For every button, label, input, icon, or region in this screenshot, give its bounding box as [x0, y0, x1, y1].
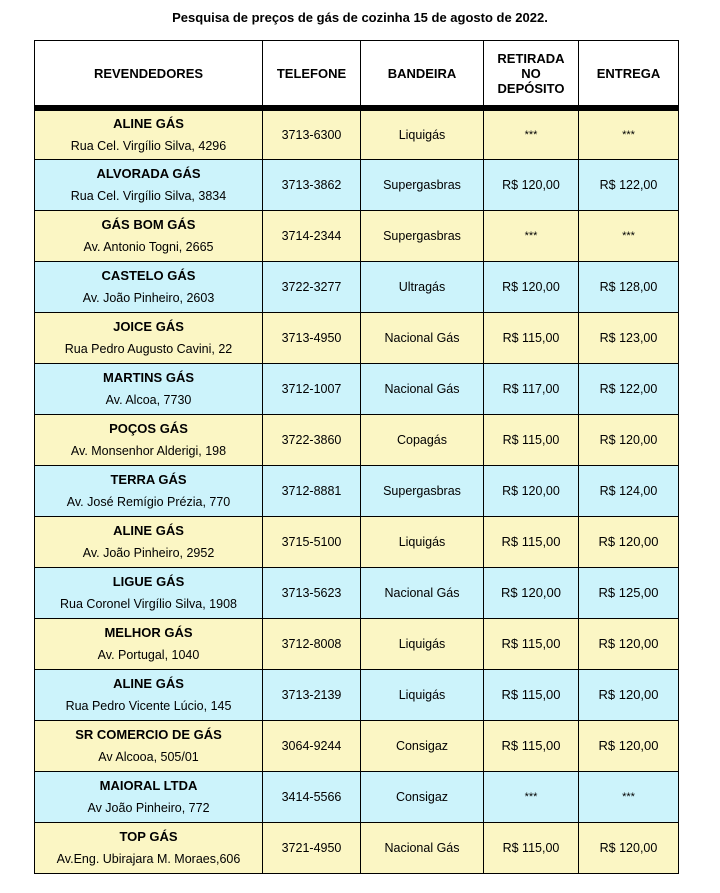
- cell-revendedor: [35, 516, 263, 567]
- cell-retirada: R$ 115,00: [484, 822, 579, 873]
- cell-retirada: R$ 115,00: [484, 618, 579, 669]
- cell-revendedor: [35, 669, 263, 720]
- cell-telefone: 3713-5623: [263, 567, 361, 618]
- cell-entrega: R$ 120,00: [579, 669, 679, 720]
- cell-entrega: ***: [579, 210, 679, 261]
- cell-bandeira: Ultragás: [361, 261, 484, 312]
- table-row: [35, 771, 679, 822]
- cell-entrega: R$ 128,00: [579, 261, 679, 312]
- cell-retirada: ***: [484, 210, 579, 261]
- cell-revendedor: [35, 618, 263, 669]
- table-row: [35, 516, 679, 567]
- header-retirada: [484, 41, 579, 109]
- cell-telefone: 3713-3862: [263, 159, 361, 210]
- reseller-name: ALINE GÁS: [113, 523, 184, 538]
- table-row: [35, 465, 679, 516]
- cell-telefone: 3712-8008: [263, 618, 361, 669]
- cell-entrega: R$ 124,00: [579, 465, 679, 516]
- table-row: [35, 720, 679, 771]
- cell-retirada: R$ 120,00: [484, 159, 579, 210]
- cell-bandeira: Consigaz: [361, 771, 484, 822]
- table-row: [35, 618, 679, 669]
- table-header-row: [35, 41, 679, 109]
- cell-bandeira: Liquigás: [361, 618, 484, 669]
- cell-entrega: ***: [579, 108, 679, 159]
- cell-telefone: 3712-8881: [263, 465, 361, 516]
- reseller-name: TERRA GÁS: [110, 472, 187, 487]
- cell-telefone: 3712-1007: [263, 363, 361, 414]
- cell-bandeira: Liquigás: [361, 669, 484, 720]
- header-telefone: TELEFONE: [263, 41, 361, 109]
- cell-retirada: ***: [484, 108, 579, 159]
- reseller-address: Av João Pinheiro, 772: [87, 801, 210, 815]
- table-row: [35, 261, 679, 312]
- cell-bandeira: Supergasbras: [361, 159, 484, 210]
- reseller-name: ALINE GÁS: [113, 116, 184, 132]
- cell-revendedor: [35, 108, 263, 159]
- cell-revendedor: [35, 159, 263, 210]
- reseller-name: MAIORAL LTDA: [99, 778, 198, 793]
- table-row: [35, 567, 679, 618]
- cell-bandeira: Copagás: [361, 414, 484, 465]
- reseller-address: Rua Cel. Virgílio Silva, 4296: [70, 139, 227, 154]
- cell-telefone: 3715-5100: [263, 516, 361, 567]
- cell-bandeira: Nacional Gás: [361, 822, 484, 873]
- reseller-name: GÁS BOM GÁS: [101, 217, 196, 232]
- header-retirada-line3: DEPÓSITO: [497, 80, 565, 96]
- reseller-name: POÇOS GÁS: [109, 421, 188, 436]
- cell-retirada: R$ 117,00: [484, 363, 579, 414]
- cell-bandeira: Nacional Gás: [361, 567, 484, 618]
- reseller-address: Av Alcooa, 505/01: [98, 750, 199, 764]
- cell-revendedor: [35, 720, 263, 771]
- cell-telefone: 3414-5566: [263, 771, 361, 822]
- cell-retirada: R$ 120,00: [484, 567, 579, 618]
- cell-bandeira: Supergasbras: [361, 210, 484, 261]
- cell-revendedor: [35, 771, 263, 822]
- cell-telefone: 3722-3277: [263, 261, 361, 312]
- cell-bandeira: Nacional Gás: [361, 363, 484, 414]
- cell-retirada: R$ 120,00: [484, 261, 579, 312]
- cell-entrega: R$ 122,00: [579, 159, 679, 210]
- cell-telefone: 3714-2344: [263, 210, 361, 261]
- reseller-address: Rua Pedro Augusto Cavini, 22: [64, 342, 233, 356]
- gas-price-table: [34, 40, 679, 874]
- header-retirada-line1: RETIRADA: [497, 50, 565, 66]
- cell-revendedor: [35, 312, 263, 363]
- reseller-address: Av. João Pinheiro, 2603: [82, 291, 215, 305]
- cell-telefone: 3064-9244: [263, 720, 361, 771]
- table-row: [35, 159, 679, 210]
- cell-entrega: R$ 120,00: [579, 516, 679, 567]
- cell-retirada: R$ 115,00: [484, 516, 579, 567]
- cell-revendedor: [35, 822, 263, 873]
- cell-revendedor: [35, 414, 263, 465]
- cell-revendedor: [35, 363, 263, 414]
- cell-bandeira: Supergasbras: [361, 465, 484, 516]
- reseller-address: Av. Antonio Togni, 2665: [83, 240, 214, 254]
- cell-telefone: 3713-2139: [263, 669, 361, 720]
- table-row: [35, 363, 679, 414]
- header-retirada-line2: NO: [521, 65, 541, 81]
- table-row: [35, 822, 679, 873]
- cell-revendedor: [35, 465, 263, 516]
- table-row: [35, 108, 679, 159]
- reseller-address: Av. Alcoa, 7730: [105, 393, 192, 407]
- cell-retirada: ***: [484, 771, 579, 822]
- page-title: Pesquisa de preços de gás de cozinha 15 de agosto de 2022.: [172, 10, 548, 25]
- cell-retirada: R$ 115,00: [484, 720, 579, 771]
- reseller-name: ALINE GÁS: [113, 676, 184, 691]
- reseller-address: Av. Monsenhor Alderigi, 198: [70, 444, 227, 458]
- reseller-address: Av.Eng. Ubirajara M. Moraes,606: [56, 852, 241, 866]
- cell-retirada: R$ 120,00: [484, 465, 579, 516]
- cell-telefone: 3713-4950: [263, 312, 361, 363]
- cell-revendedor: [35, 261, 263, 312]
- cell-retirada: R$ 115,00: [484, 312, 579, 363]
- cell-retirada: R$ 115,00: [484, 414, 579, 465]
- cell-bandeira: Consigaz: [361, 720, 484, 771]
- header-revendedores: REVENDEDORES: [35, 41, 263, 109]
- cell-retirada: R$ 115,00: [484, 669, 579, 720]
- reseller-address: Rua Coronel Virgílio Silva, 1908: [60, 597, 237, 611]
- header-entrega: ENTREGA: [579, 41, 679, 109]
- reseller-address: Av. Portugal, 1040: [97, 648, 200, 662]
- cell-entrega: R$ 120,00: [579, 414, 679, 465]
- table-row: [35, 414, 679, 465]
- cell-entrega: R$ 120,00: [579, 822, 679, 873]
- cell-bandeira: Nacional Gás: [361, 312, 484, 363]
- cell-telefone: 3721-4950: [263, 822, 361, 873]
- cell-entrega: R$ 120,00: [579, 720, 679, 771]
- reseller-address: Rua Cel. Virgílio Silva, 3834: [70, 189, 227, 203]
- reseller-address: Av. João Pinheiro, 2952: [82, 546, 215, 560]
- reseller-name: CASTELO GÁS: [101, 268, 196, 283]
- reseller-name: ALVORADA GÁS: [96, 166, 201, 181]
- cell-bandeira: Liquigás: [361, 108, 484, 159]
- table-row: [35, 669, 679, 720]
- cell-entrega: R$ 125,00: [579, 567, 679, 618]
- reseller-address: Av. José Remígio Prézia, 770: [66, 495, 231, 509]
- cell-telefone: 3713-6300: [263, 108, 361, 159]
- reseller-name: LIGUE GÁS: [112, 574, 185, 589]
- reseller-name: MELHOR GÁS: [104, 625, 193, 640]
- header-bandeira: BANDEIRA: [361, 41, 484, 109]
- cell-entrega: R$ 120,00: [579, 618, 679, 669]
- table-row: [35, 210, 679, 261]
- reseller-name: SR COMERCIO DE GÁS: [75, 727, 222, 742]
- cell-revendedor: [35, 210, 263, 261]
- cell-revendedor: [35, 567, 263, 618]
- cell-entrega: R$ 123,00: [579, 312, 679, 363]
- reseller-address: Rua Pedro Vicente Lúcio, 145: [65, 699, 232, 713]
- cell-bandeira: Liquigás: [361, 516, 484, 567]
- reseller-name: JOICE GÁS: [113, 319, 184, 334]
- reseller-name: MARTINS GÁS: [103, 370, 194, 385]
- cell-entrega: ***: [579, 771, 679, 822]
- table-row: [35, 312, 679, 363]
- reseller-name: TOP GÁS: [119, 829, 178, 844]
- cell-entrega: R$ 122,00: [579, 363, 679, 414]
- cell-telefone: 3722-3860: [263, 414, 361, 465]
